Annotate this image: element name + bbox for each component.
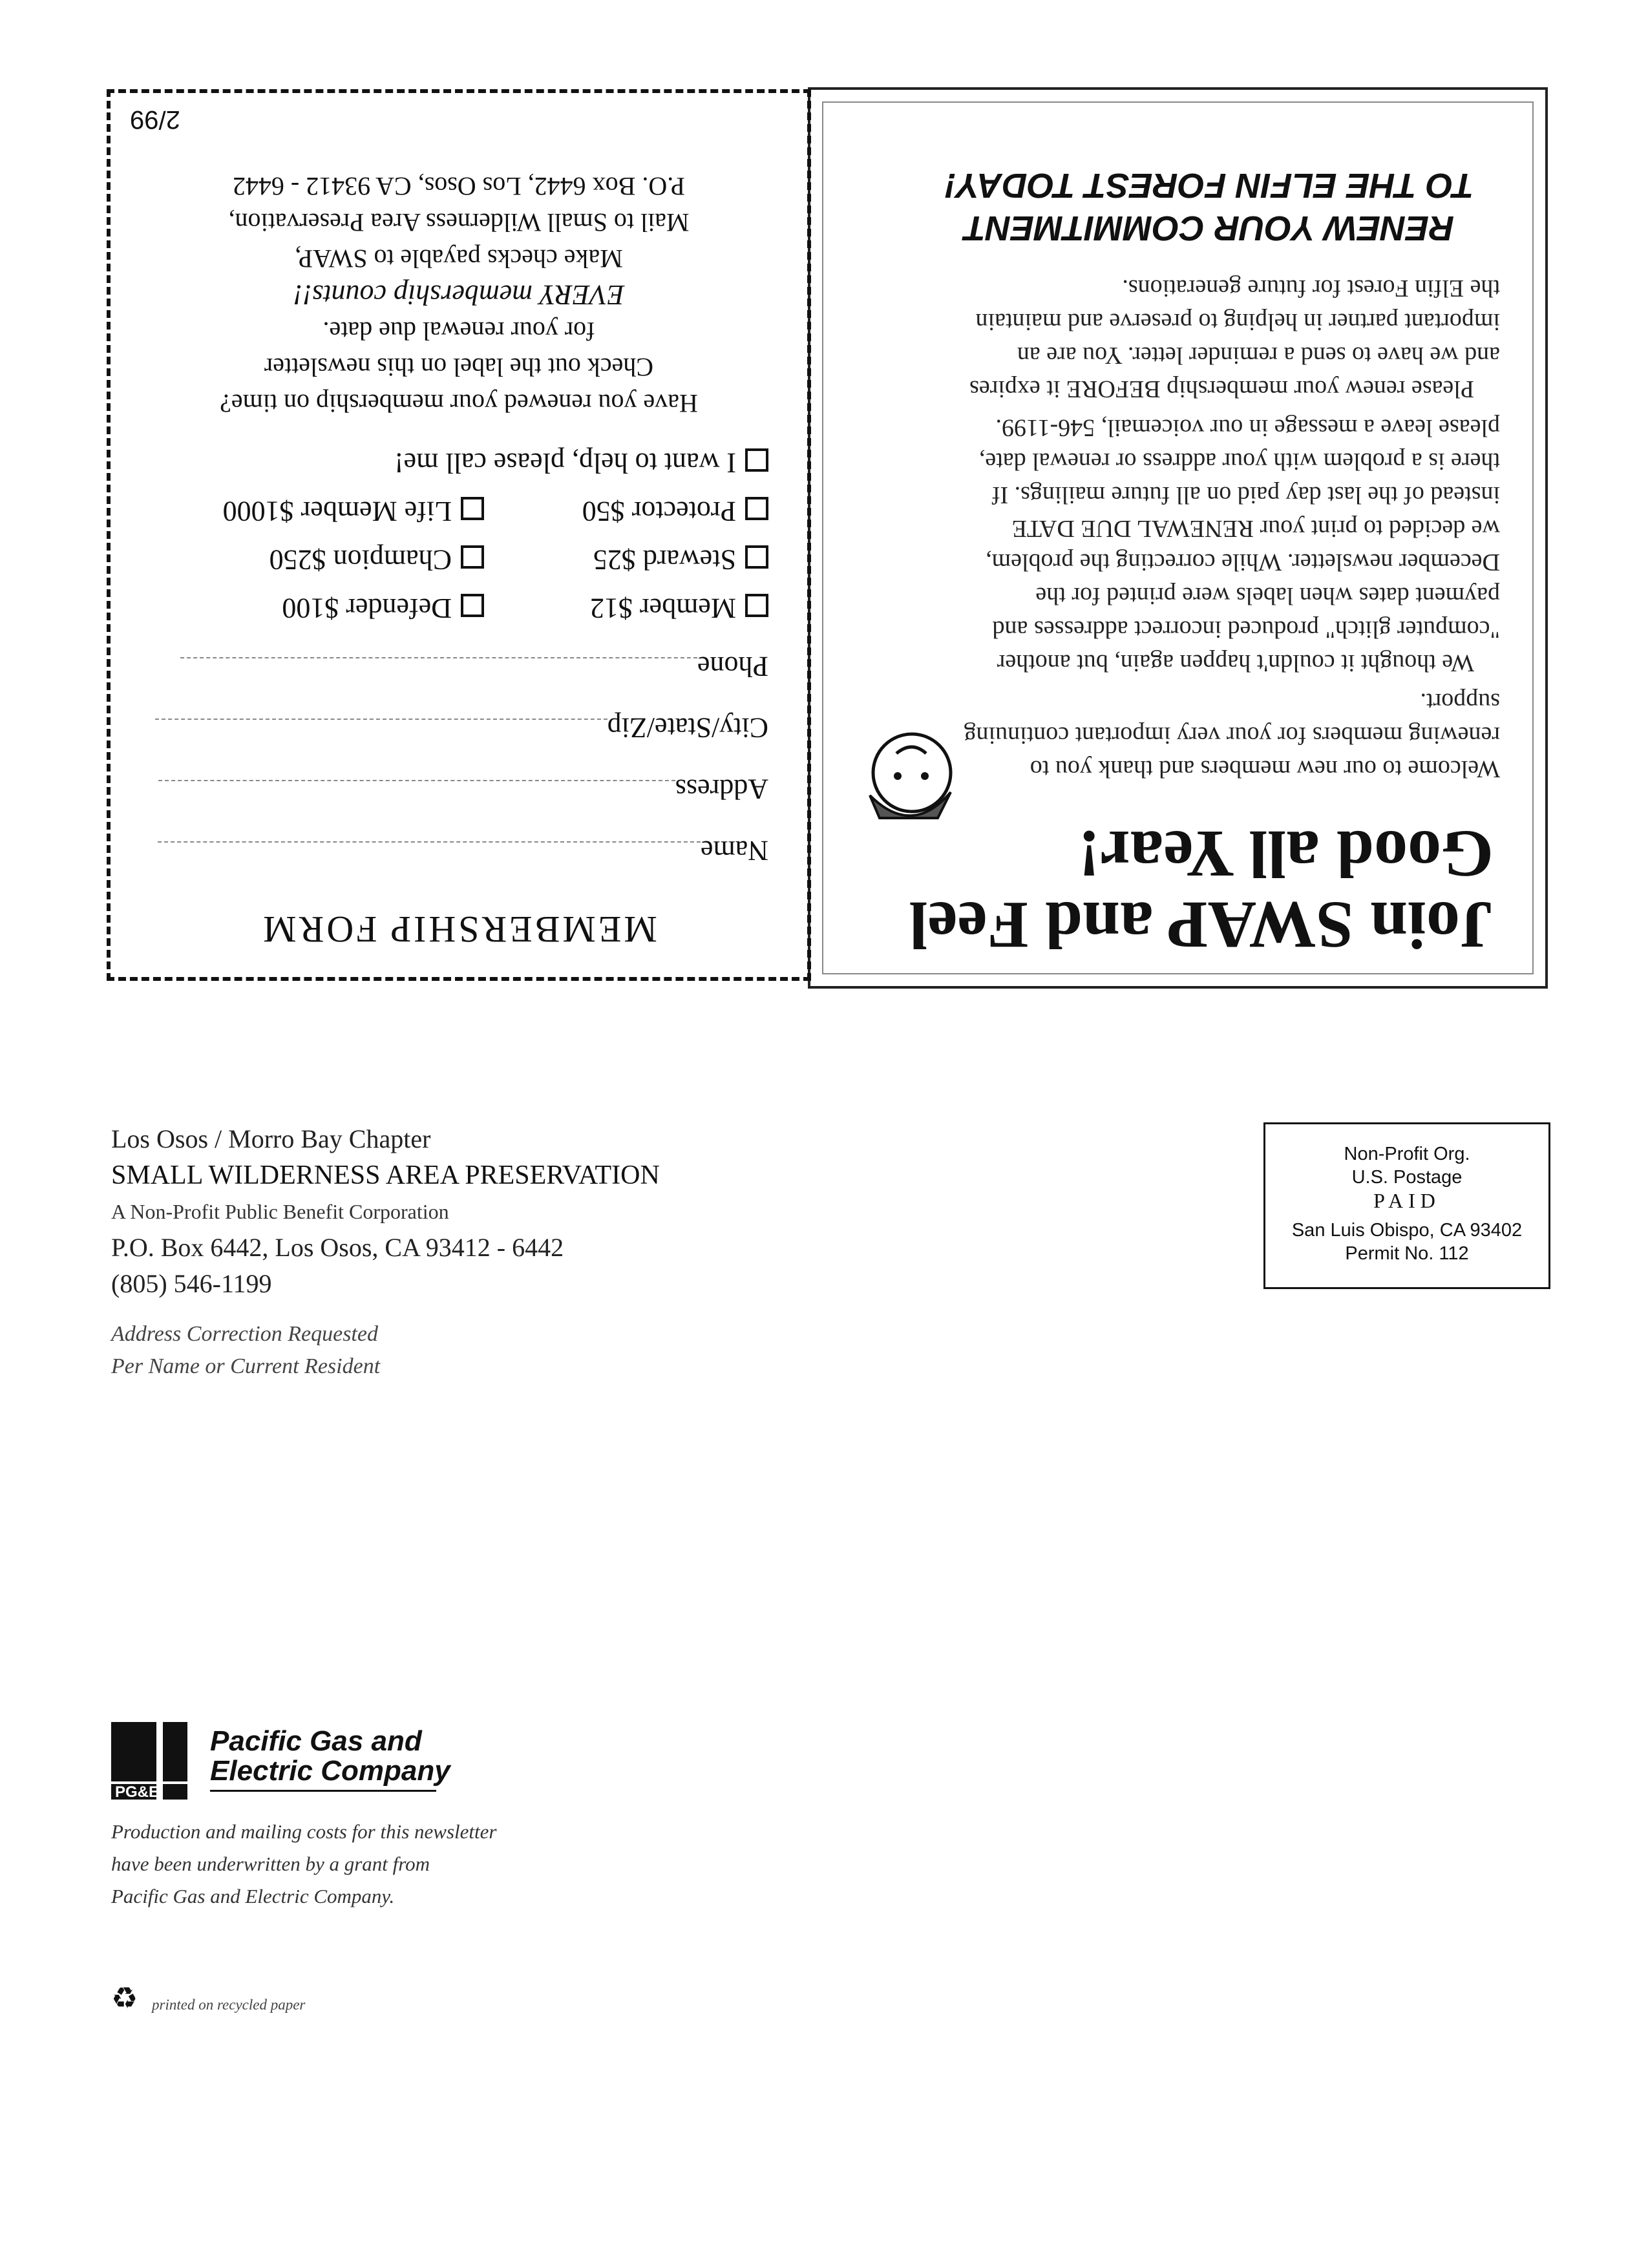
pge-logo-text: PG&E [115, 1783, 160, 1800]
pge-underline [210, 1790, 436, 1792]
join-title-line1: Join SWAP and Feel [909, 888, 1494, 962]
phone-number: (805) 546-1199 [111, 1269, 272, 1298]
option-life-member[interactable]: Life Member $1000 [223, 495, 484, 528]
option-champion[interactable]: Champion $250 [269, 543, 484, 576]
phone-label: Phone [697, 651, 768, 682]
phone-field[interactable] [180, 650, 768, 683]
join-call-to-action [918, 164, 1500, 249]
renew-reminder: Have you renewed your membership on time? Check out the label on this newsletter for your renewal due date. EVERY membership counts!! Make checks payable to SWAP, Mail to Small Wilderness Area Preservation, P.O. Box 6442, Los Osos, CA 93412 - 6442 [111, 168, 807, 421]
join-paragraph-renew: Please renew your membership BEFORE it expires and we have to send a reminder letter. You are an important partner in helping to preserve and maintain the Elfin Forest for future generations. [969, 275, 1500, 403]
every-membership-counts: EVERY membership counts!! [293, 279, 625, 311]
name-line [158, 841, 701, 862]
pge-logo-icon [111, 1722, 187, 1800]
sponsor-note: Production and mailing costs for this newsletter have been underwritten by a grant from Pacific Gas and Electric Company. [111, 1820, 497, 1907]
option-volunteer[interactable]: I want to help, please call me! [394, 446, 768, 479]
address-correction-note: Address Correction Requested Per Name or Current Resident [111, 1322, 381, 1378]
chapter-name: Los Osos / Morro Bay Chapter [111, 1124, 431, 1153]
option-steward[interactable]: Steward $25 [593, 543, 768, 576]
address-line [158, 780, 675, 801]
org-name: SMALL WILDERNESS AREA PRESERVATION [111, 1160, 660, 1190]
checkbox-icon[interactable] [745, 545, 768, 569]
join-body-text [957, 271, 1500, 786]
membership-form [107, 89, 811, 981]
address-label: Address [675, 773, 768, 805]
postage-paid: PAID [1373, 1189, 1441, 1212]
postage-indicia: Non-Profit Org. U.S. Postage PAID San Luis Obispo, CA 93402 Permit No. 112 [1263, 1122, 1550, 1289]
form-title: MEMBERSHIP FORM [260, 908, 657, 950]
recycled-paper-note: printed on recycled paper [152, 1997, 306, 2013]
checkbox-icon[interactable] [745, 594, 768, 617]
phone-line [180, 657, 697, 678]
pge-name: Pacific Gas and Electric Company [210, 1725, 450, 1787]
recycle-icon: ♻ [111, 1982, 138, 2015]
checkbox-icon[interactable] [461, 594, 484, 617]
name-field[interactable] [158, 834, 768, 867]
cta-line2: TO THE ELFIN FOREST TODAY! [944, 166, 1474, 205]
cta-line1: RENEW YOUR COMMITMENT [964, 209, 1454, 247]
po-box: P.O. Box 6442, Los Osos, CA 93412 - 6442 [111, 1233, 564, 1262]
option-member[interactable]: Member $12 [590, 592, 768, 625]
join-title [909, 818, 1494, 960]
renew-question: Have you renewed your membership on time? [220, 389, 698, 418]
checkbox-icon[interactable] [461, 497, 484, 520]
checkbox-icon[interactable] [745, 497, 768, 520]
form-date-code: 2/99 [130, 105, 180, 134]
permit-number: Permit No. 112 [1345, 1243, 1469, 1264]
city-field[interactable] [155, 711, 768, 744]
return-address [111, 1121, 660, 1302]
join-title-line2: Good all Year! [1077, 817, 1494, 891]
name-label: Name [700, 835, 768, 866]
option-protector[interactable]: Protector $50 [582, 495, 768, 528]
city-line [155, 719, 607, 739]
address-field[interactable] [158, 773, 768, 806]
checkbox-icon[interactable] [461, 545, 484, 569]
option-defender[interactable]: Defender $100 [282, 592, 484, 625]
city-label: City/State/Zip [607, 712, 768, 744]
join-paragraph-welcome: Welcome to our new members and thank you to renewing members for your very important continuing support. [964, 688, 1500, 782]
join-swap-box [808, 87, 1548, 989]
checkbox-icon[interactable] [745, 448, 768, 472]
join-paragraph-glitch: We thought it couldn't happen again, but another "computer glitch" produced incorrect addresses and payment dates when labels were printed for the December newsletter. While correcting the problem, we decided to print your RENEWAL DUE DATE instead of the last day paid on all future mailings. If there is a problem with your address or renewal date, please leave a message in our voicemail, 546-1199. [978, 414, 1500, 677]
org-type: A Non-Profit Public Benefit Corporation [111, 1200, 449, 1223]
